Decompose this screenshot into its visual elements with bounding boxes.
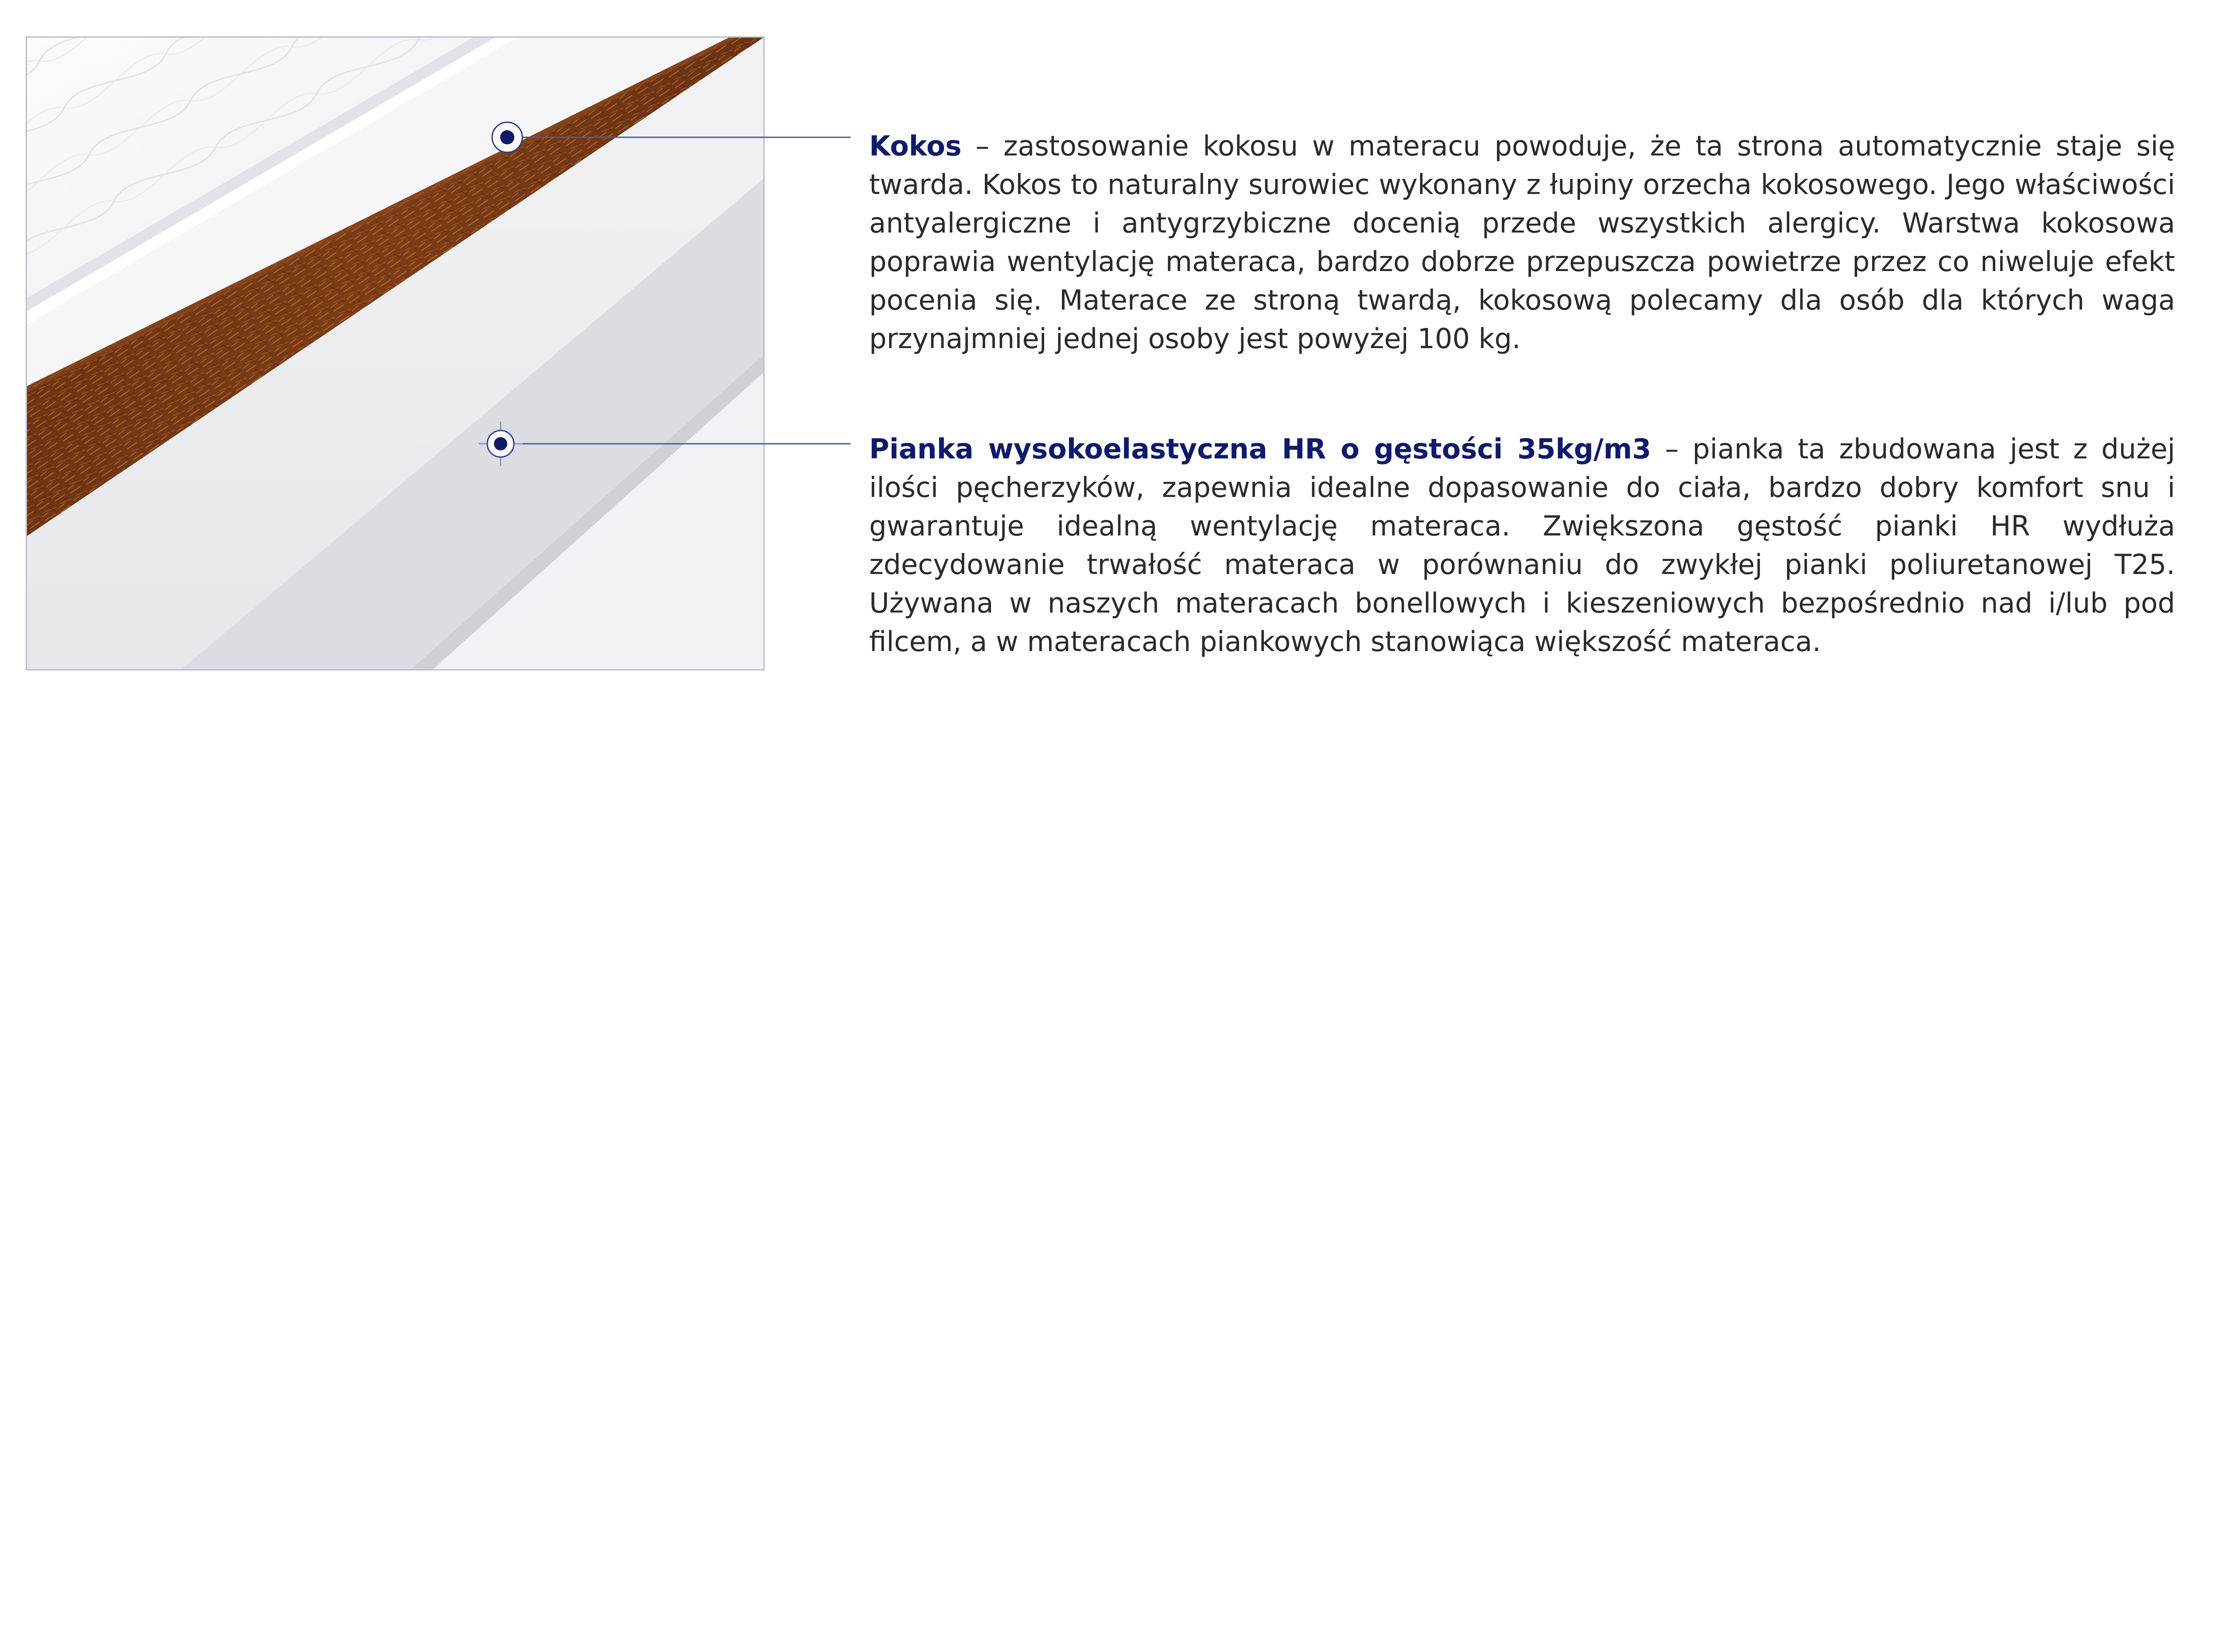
kokos-description-text: zastosowanie kokosu w materacu powoduje, że ta strona automatycznie staje się twarda. Kokos to naturalny surowiec wykonany z łupiny orzecha kokosowego. Jego właściwości antyalergiczne i antygrzybiczne docenią przede wszystkich alergicy. Warstwa kokosowa poprawia wentylację materaca, bardzo dobrze przepuszcza powietrze przez co niweluje efekt pocenia się. Materace ze stroną twardą, kokosową polecamy dla osób dla których waga przynajmniej jednej osoby jest powyżej 100 kg. [869, 130, 2175, 355]
pianka-description [869, 430, 2175, 661]
kokos-term: Kokos [869, 130, 962, 162]
pianka-term: Pianka wysokoelastyczna HR o gęstości 35kg/m3 [869, 433, 1652, 465]
pianka-separator: – [1651, 433, 1693, 465]
pianka-description-text: pianka ta zbudowana jest z dużej ilości pęcherzyków, zapewnia idealne dopasowanie do ciała, bardzo dobry komfort snu i gwarantuje idealną wentylację materaca. Zwiększona gęstość pianki HR wydłuża zdecydowanie trwałość materaca w porównaniu do zwykłej pianki poliuretanowej T25. Używana w naszych materacach bonellowych i kieszeniowych bezpośrednio nad i/lub pod filcem, a w materacach piankowych stanowiąca większość materaca. [869, 433, 2175, 658]
kokos-description [869, 127, 2175, 358]
mattress-cross-section-image [26, 36, 765, 671]
kokos-separator: – [961, 130, 1003, 162]
